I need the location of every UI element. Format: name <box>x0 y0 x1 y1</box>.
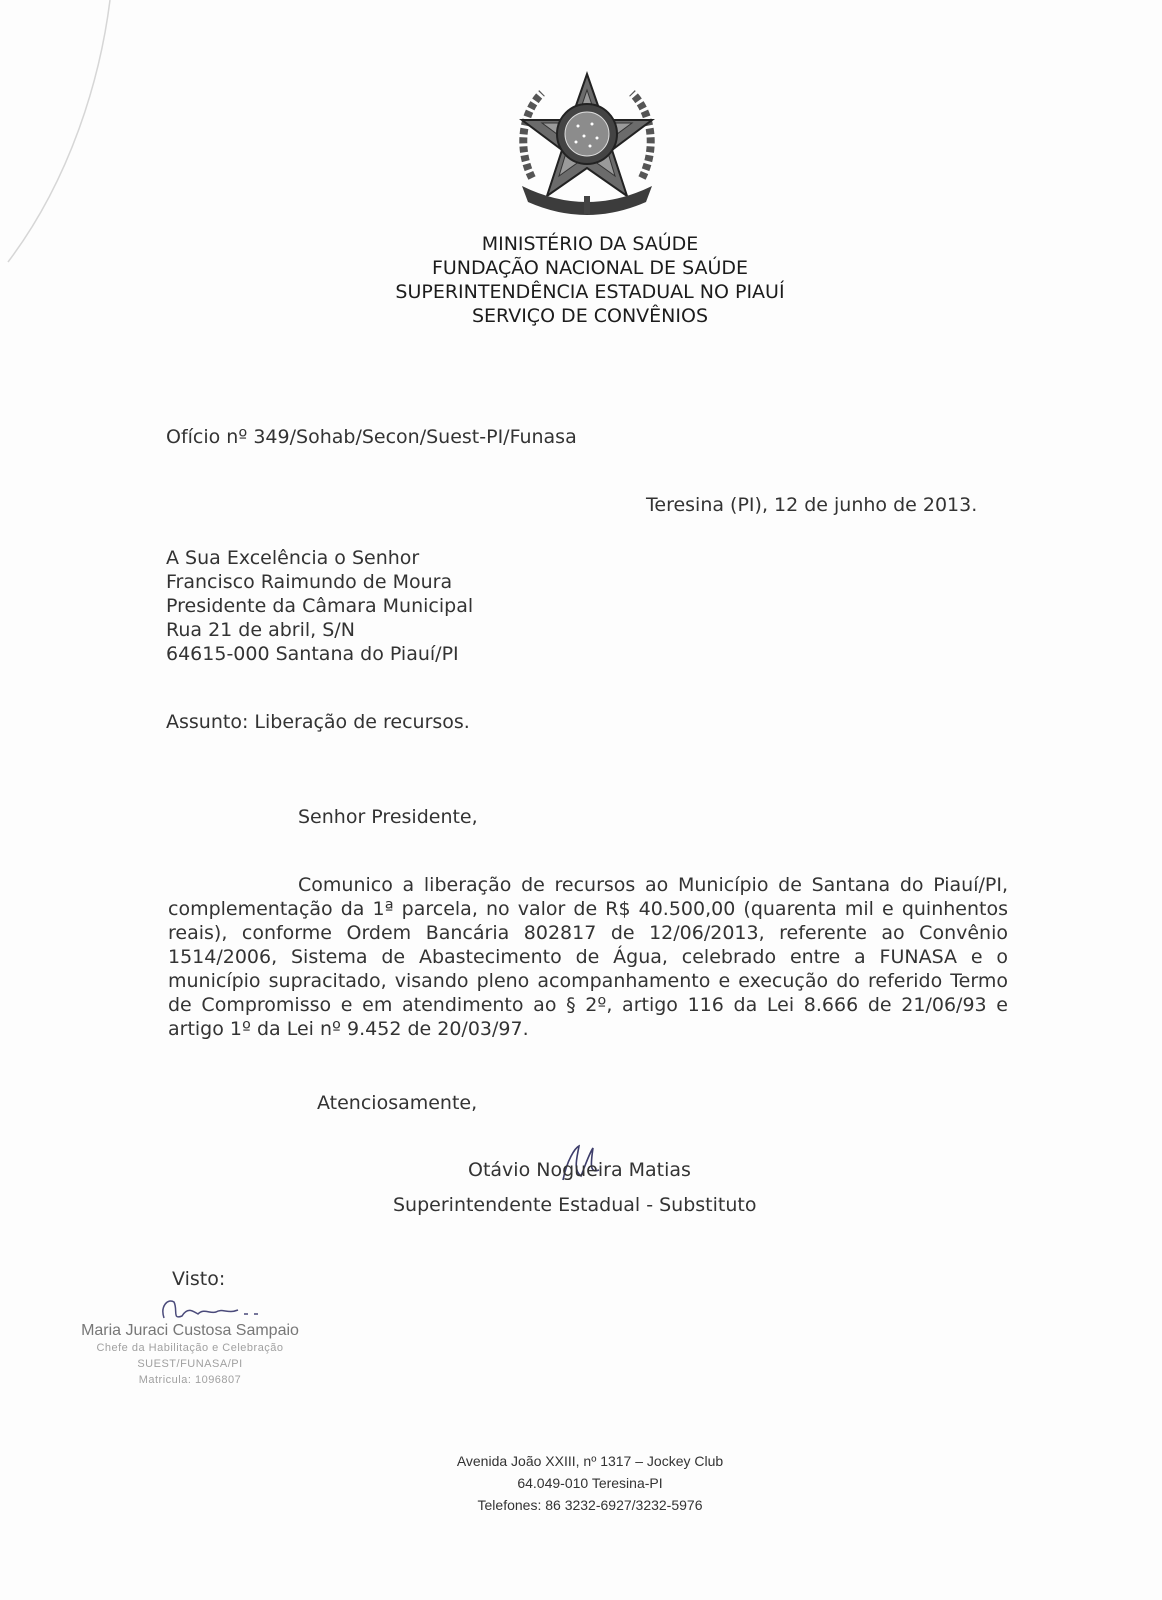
recipient-line: 64615-000 Santana do Piauí/PI <box>166 643 459 665</box>
scan-mark <box>0 0 120 270</box>
footer-phones: Telefones: 86 3232-6927/3232-5976 <box>477 1497 703 1513</box>
oficio-number: Ofício nº 349/Sohab/Secon/Suest-PI/Funasa <box>166 426 577 448</box>
salutation: Senhor Presidente, <box>298 806 478 828</box>
recipient-line: A Sua Excelência o Senhor <box>166 547 420 569</box>
letterhead-foundation: FUNDAÇÃO NACIONAL DE SAÚDE <box>431 257 749 279</box>
stamp-name: Maria Juraci Custosa Sampaio <box>81 1322 299 1339</box>
stamp-matricula: Matricula: 1096807 <box>138 1374 242 1386</box>
body-paragraph: Comunico a liberação de recursos ao Município de Santana do Piauí/PI, complementação da 1ª parcela, no valor de R$ 40.500,00 (quarenta mil e quinhentos reais), conforme Ordem Bancária 802817 de 12/06/2013, referente ao Convênio 1514/2006, Sistema de Abastecimento de Água, celebrado entre a FUNASA e o município supracitado, visando pleno acompanhamento e execução do referido Termo de Compromisso e em atendimento ao § 2º, artigo 116 da Lei 8.666 de 21/06/93 e artigo 1º da Lei nº 9.452 de 20/03/97. <box>168 874 1008 1040</box>
recipient-block <box>166 546 473 666</box>
visto-label: Visto: <box>172 1268 226 1290</box>
footer-city: 64.049-010 Teresina-PI <box>517 1475 663 1491</box>
stamp-role: Chefe da Habilitação e Celebração <box>96 1342 284 1354</box>
signer-role: Superintendente Estadual - Substituto <box>393 1194 757 1216</box>
brazil-coat-of-arms-icon <box>512 68 662 218</box>
letter-date: Teresina (PI), 12 de junho de 2013. <box>646 494 978 516</box>
signer-name: Otávio Nogueira Matias <box>468 1159 691 1181</box>
letterhead <box>330 232 850 328</box>
subject-line: Assunto: Liberação de recursos. <box>166 711 470 733</box>
letterhead-service: SERVIÇO DE CONVÊNIOS <box>471 305 709 327</box>
recipient-line: Rua 21 de abril, S/N <box>166 619 355 641</box>
footer-address <box>400 1450 780 1516</box>
recipient-line: Presidente da Câmara Municipal <box>166 595 474 617</box>
visto-stamp <box>80 1322 300 1388</box>
closing: Atenciosamente, <box>317 1092 478 1114</box>
letterhead-ministry: MINISTÉRIO DA SAÚDE <box>481 233 699 255</box>
recipient-line: Francisco Raimundo de Moura <box>166 571 453 593</box>
footer-street: Avenida João XXIII, nº 1317 – Jockey Club <box>456 1453 724 1469</box>
stamp-unit: SUEST/FUNASA/PI <box>137 1358 243 1370</box>
letterhead-superintendency: SUPERINTENDÊNCIA ESTADUAL NO PIAUÍ <box>395 281 785 303</box>
